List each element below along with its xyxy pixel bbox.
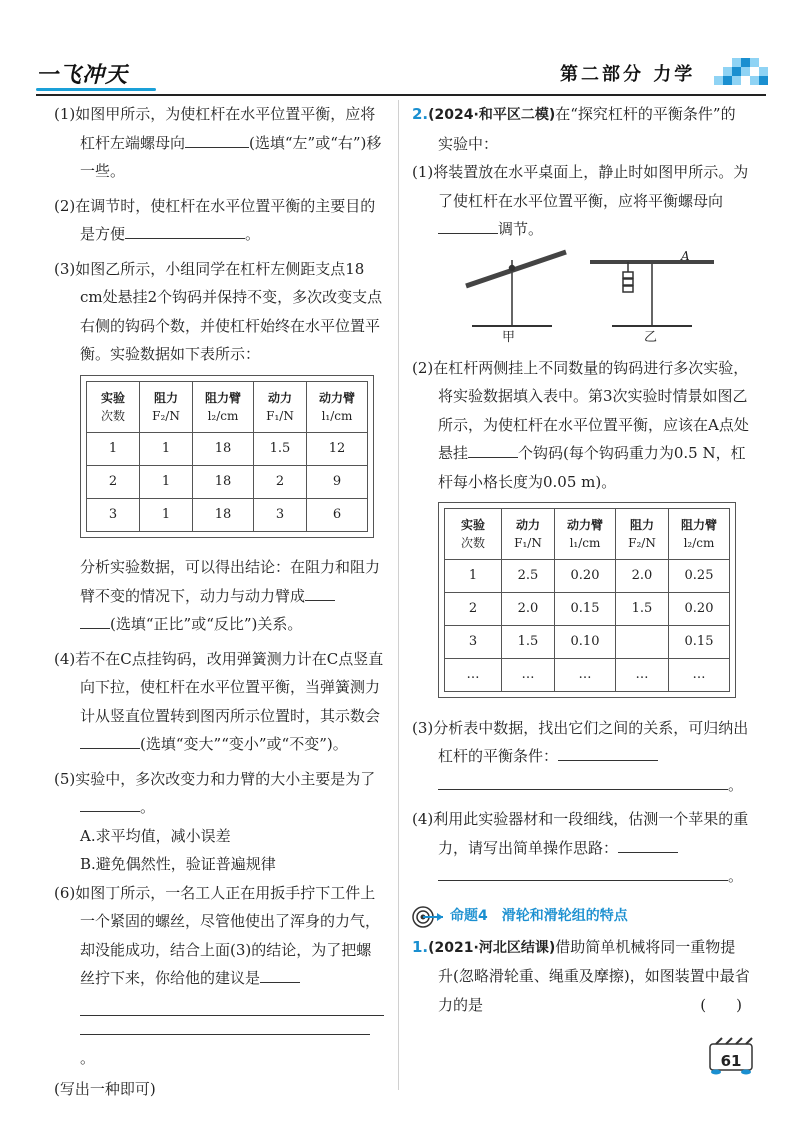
part-4: (4)利用此实验器材和一段细线，估测一个苹果的重力，请写出简单操作思路： bbox=[412, 810, 749, 857]
table-cell: 1.5 bbox=[254, 432, 307, 465]
table-2-frame bbox=[438, 502, 736, 698]
answer-blank[interactable] bbox=[468, 439, 518, 458]
table-cell: 0.15 bbox=[555, 593, 616, 626]
question-5: (5)实验中，多次改变力和力臂的大小主要是为了。 bbox=[54, 769, 376, 816]
section-title: 命题4 滑轮和滑轮组的特点 bbox=[450, 908, 628, 925]
table-row bbox=[87, 465, 368, 498]
part-3-answer-line[interactable]: 。 bbox=[412, 771, 750, 800]
question-1-pulley: 1.(2021·河北区结课)借助简单机械将同一重物提升(忽略滑轮重、绳重及摩擦)，如图装置中最省力的是 ( ) bbox=[412, 933, 750, 1020]
table-cell: 0.10 bbox=[555, 626, 616, 659]
table-2-wrapper bbox=[412, 502, 750, 708]
header-rule bbox=[36, 94, 766, 96]
answer-blank[interactable] bbox=[558, 742, 658, 761]
table-header-cell: 阻力臂 l₂/cm bbox=[669, 509, 730, 560]
table-cell: 0.20 bbox=[555, 560, 616, 593]
table-header-cell: 动力 F₁/N bbox=[254, 381, 307, 432]
answer-blank[interactable] bbox=[80, 610, 110, 629]
checker-decoration-icon bbox=[702, 56, 772, 92]
part-2: (2)在杠杆两侧挂上不同数量的钩码进行多次实验，将实验数据填入表中。第3次实验时情景如图乙所示，为使杠杆在水平位置平衡，应该在A点处悬挂 个钩码(每个钩码重力为0.5 N，杠杆每小格长度为0.05 m)。 bbox=[412, 358, 749, 491]
table-cell: … bbox=[555, 659, 616, 692]
table-cell: 3 bbox=[87, 498, 140, 531]
part-4-answer-line[interactable]: 。 bbox=[412, 862, 750, 891]
table-row bbox=[87, 432, 368, 465]
right-column bbox=[412, 100, 750, 1019]
answer-blank[interactable] bbox=[438, 215, 498, 234]
figure-label-jia: 甲 bbox=[502, 329, 516, 345]
table-cell: 1.5 bbox=[502, 626, 555, 659]
table-cell: 6 bbox=[307, 498, 368, 531]
brand-underline bbox=[36, 88, 156, 91]
option-b[interactable]: B.避免偶然性，验证普遍规律 bbox=[80, 855, 276, 873]
table-header-cell: 阻力 F₂/N bbox=[140, 381, 193, 432]
left-column bbox=[54, 100, 384, 1103]
table-cell: 0.25 bbox=[669, 560, 730, 593]
lever-diagram bbox=[452, 248, 752, 348]
table-cell: … bbox=[616, 659, 669, 692]
answer-parens[interactable]: ( ) bbox=[700, 995, 742, 1014]
table-cell: … bbox=[669, 659, 730, 692]
table-cell: 1 bbox=[445, 560, 502, 593]
table-header-cell: 阻力臂 l₂/cm bbox=[193, 381, 254, 432]
page-header bbox=[0, 0, 800, 96]
part-3: (3)分析表中数据，找出它们之间的关系，可归纳出杠杆的平衡条件： bbox=[412, 718, 749, 765]
table-1-frame bbox=[80, 375, 374, 538]
table-row bbox=[87, 498, 368, 531]
table-cell: 1 bbox=[140, 465, 193, 498]
answer-line-2[interactable]: 。 bbox=[54, 1016, 384, 1073]
table-cell: 18 bbox=[193, 465, 254, 498]
answer-blank[interactable] bbox=[80, 730, 140, 749]
target-icon bbox=[412, 906, 444, 928]
lever-figure bbox=[452, 248, 752, 348]
question-4: (4)若不在C点挂钩码，改用弹簧测力计在C点竖直向下拉，使杠杆在水平位置平衡，当弹簧测力计从竖直位置转到图丙所示位置时，其示数会(选填“变大”“变小”或“不变”)。 bbox=[54, 649, 384, 753]
answer-blank[interactable] bbox=[80, 793, 140, 812]
table-cell: 2.0 bbox=[616, 560, 669, 593]
question-2-stem: 2.(2024·和平区二模)在“探究杠杆的平衡条件”的实验中： bbox=[412, 105, 736, 153]
table-cell: 2 bbox=[87, 465, 140, 498]
column-divider bbox=[398, 100, 399, 1090]
point-a-label: A bbox=[681, 248, 690, 263]
table-cell: 0.15 bbox=[669, 626, 730, 659]
question-6-note: (写出一种即可) bbox=[54, 1079, 156, 1098]
question-2: (2)在调节时，使杠杆在水平位置平衡的主要目的是方便 。 bbox=[54, 196, 376, 243]
answer-line-1[interactable] bbox=[54, 993, 384, 1016]
question-6: (6)如图丁所示，一名工人正在用扳手拧下工件上一个紧固的螺丝，尽管他使出了浑身的力气，却没能成功，结合上面(3)的结论，为了把螺丝拧下来，你给他的建议是 bbox=[54, 883, 381, 987]
table-row bbox=[445, 593, 730, 626]
answer-blank[interactable] bbox=[125, 220, 245, 239]
answer-blank[interactable] bbox=[618, 834, 678, 853]
question-3-conclusion: 分析实验数据，可以得出结论：在阻力和阻力臂不变的情况下，动力与动力臂成 (选填“正比”或“反比”)关系。 bbox=[80, 558, 381, 633]
table-row bbox=[445, 560, 730, 593]
question-1: (1)如图甲所示，为使杠杆在水平位置平衡，应将杠杆左端螺母向 (选填“左”或“右”)移一些。 bbox=[54, 105, 382, 180]
question-3: (3)如图乙所示，小组同学在杠杆左侧距支点18 cm处悬挂2个钩码并保持不变，多次改变支点右侧的钩码个数，并使杠杆始终在水平位置平衡。实验数据如下表所示： bbox=[54, 259, 383, 363]
answer-blank[interactable] bbox=[185, 129, 249, 148]
table-cell: 1 bbox=[87, 432, 140, 465]
section-heading bbox=[412, 901, 750, 933]
table-row bbox=[445, 659, 730, 692]
option-a[interactable]: A.求平均值，减小误差 bbox=[80, 826, 231, 845]
table-cell: 1 bbox=[140, 498, 193, 531]
table-header-cell: 动力 F₁/N bbox=[502, 509, 555, 560]
data-table-2 bbox=[444, 508, 730, 692]
table-cell: 9 bbox=[307, 465, 368, 498]
table-cell bbox=[616, 626, 669, 659]
table-cell: 18 bbox=[193, 432, 254, 465]
table-cell: 1.5 bbox=[616, 593, 669, 626]
table-row bbox=[445, 626, 730, 659]
data-table-1 bbox=[86, 381, 368, 532]
table-cell: 2 bbox=[445, 593, 502, 626]
table-header-cell: 阻力 F₂/N bbox=[616, 509, 669, 560]
table-cell: 3 bbox=[254, 498, 307, 531]
table-cell: 0.20 bbox=[669, 593, 730, 626]
part-1: (1)将装置放在水平桌面上，静止时如图甲所示。为了使杠杆在水平位置平衡，应将平衡螺母向调节。 bbox=[412, 163, 749, 238]
answer-blank[interactable] bbox=[305, 582, 335, 601]
part-title: 第二部分 力学 bbox=[560, 64, 696, 85]
table-cell: … bbox=[445, 659, 502, 692]
table-header-cell: 动力臂 l₁/cm bbox=[307, 381, 368, 432]
answer-blank[interactable] bbox=[260, 964, 300, 983]
table-cell: 2 bbox=[254, 465, 307, 498]
table-cell: 12 bbox=[307, 432, 368, 465]
table-cell: … bbox=[502, 659, 555, 692]
table-header-cell: 实验 次数 bbox=[87, 381, 140, 432]
table-header-cell: 动力臂 l₁/cm bbox=[555, 509, 616, 560]
table-cell: 2.0 bbox=[502, 593, 555, 626]
table-cell: 2.5 bbox=[502, 560, 555, 593]
table-cell: 18 bbox=[193, 498, 254, 531]
table-1-wrapper bbox=[54, 375, 384, 548]
table-cell: 1 bbox=[140, 432, 193, 465]
figure-label-yi: 乙 bbox=[644, 329, 658, 345]
page-number: 61 bbox=[720, 1052, 742, 1070]
page-number-badge bbox=[708, 1036, 754, 1076]
brand-logo: 一飞冲天 bbox=[36, 63, 129, 88]
table-header-cell: 实验 次数 bbox=[445, 509, 502, 560]
table-cell: 3 bbox=[445, 626, 502, 659]
